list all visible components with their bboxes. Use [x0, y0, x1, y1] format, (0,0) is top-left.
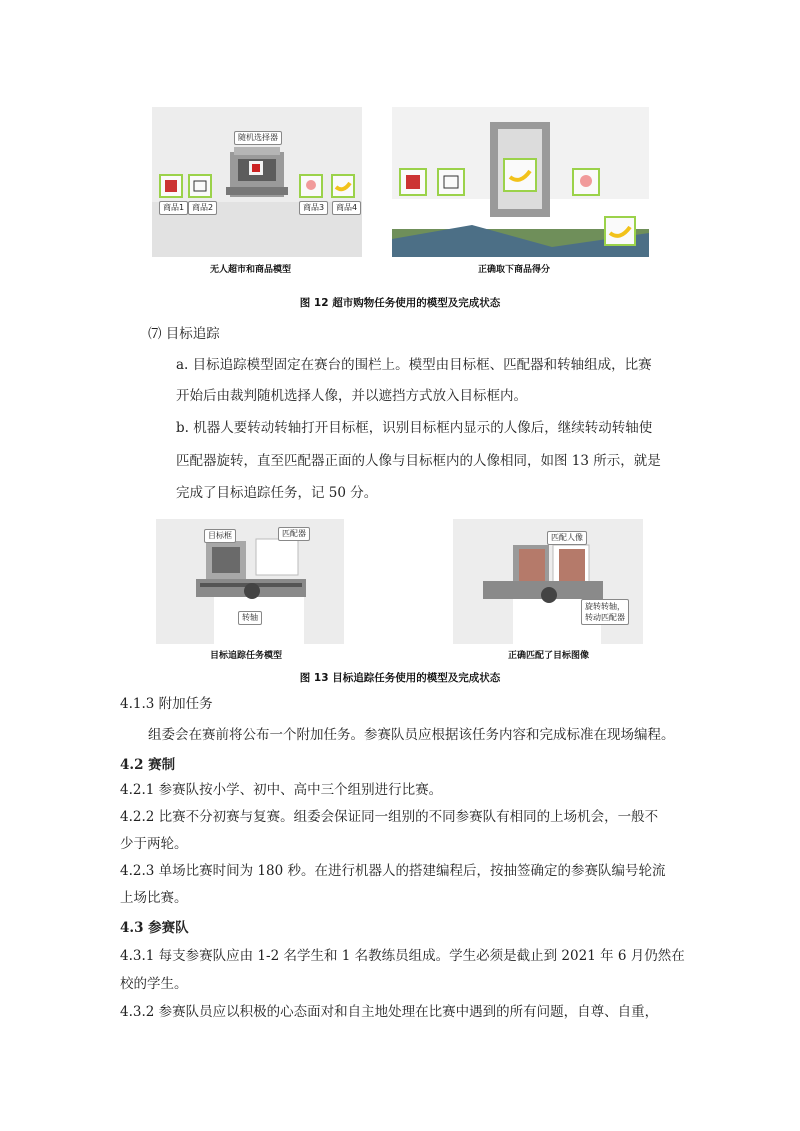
figure-13-caption: 图 13 目标追踪任务使用的模型及完成状态	[299, 672, 501, 684]
shaft-callout: 转轴	[238, 611, 262, 625]
rule-4-2-1: 4.2.1 参赛队按小学、初中、高中三个组别进行比赛。	[120, 782, 443, 798]
section-4-1-3-body: 组委会在赛前将公布一个附加任务。参赛队员应根据该任务内容和完成标准在现场编程。	[148, 727, 675, 743]
supermarket-model-illustration	[152, 107, 362, 257]
target-frame-callout: 目标框	[204, 529, 236, 543]
random-selector-callout: 随机选择器	[234, 131, 282, 145]
rule-4-2-3-line-1: 4.2.3 单场比赛时间为 180 秒。在进行机器人的搭建编程后，按抽签确定的参赛队编号轮流	[120, 863, 666, 879]
item-a-line-2: 开始后由裁判随机选择人像，并以遮挡方式放入目标框内。	[176, 388, 527, 404]
figure-12-caption: 图 12 超市购物任务使用的模型及完成状态	[299, 297, 501, 309]
supermarket-model-photo	[152, 107, 362, 257]
rotate-shaft-callout	[581, 599, 629, 625]
goods-label-1: 商品1	[159, 201, 188, 215]
section-4-3-heading: 4.3 参赛队	[120, 920, 189, 936]
goods-taken-illustration	[392, 107, 649, 257]
section-4-1-3-heading: 4.1.3 附加任务	[120, 696, 213, 712]
goods-label-3: 商品3	[299, 201, 328, 215]
tracking-model-photo	[156, 519, 344, 644]
rule-4-3-1-line-2: 校的学生。	[120, 976, 188, 992]
matched-image-photo	[453, 519, 643, 644]
item-b-line-2: 匹配器旋转，直至匹配器正面的人像与目标框内的人像相同，如图 13 所示，就是	[176, 453, 661, 469]
item-b-line-3: 完成了目标追踪任务，记 50 分。	[176, 485, 378, 501]
rule-4-3-1-line-1: 4.3.1 每支参赛队应由 1-2 名学生和 1 名教练员组成。学生必须是截止到 2021 年 6 月仍然在	[120, 948, 685, 964]
section-4-2-heading: 4.2 赛制	[120, 757, 176, 773]
matched-portrait-callout: 匹配人像	[547, 531, 587, 545]
tracking-model-sublabel: 目标追踪任务模型	[210, 651, 283, 661]
item-b-line-1: b. 机器人要转动转轴打开目标框，识别目标框内显示的人像后，继续转动转轴使	[176, 420, 653, 436]
matcher-callout: 匹配器	[278, 527, 310, 541]
supermarket-model-sublabel: 无人超市和商品模型	[210, 265, 292, 275]
rule-4-2-3-line-2: 上场比赛。	[120, 890, 188, 906]
matched-image-sublabel: 正确匹配了目标图像	[508, 651, 590, 661]
rotate-shaft-line-1: 旋转转轴，	[585, 602, 625, 611]
rule-4-3-2: 4.3.2 参赛队员应以积极的心态面对和自主地处理在比赛中遇到的所有问题，自尊、自重，	[120, 1004, 659, 1020]
goods-taken-sublabel: 正确取下商品得分	[478, 265, 551, 275]
goods-label-2: 商品2	[188, 201, 217, 215]
goods-taken-photo	[392, 107, 649, 257]
tracking-model-illustration	[156, 519, 344, 644]
section-7-title: ⑺ 目标追踪	[148, 326, 220, 342]
rule-4-2-2-line-2: 少于两轮。	[120, 836, 188, 852]
item-a-line-1: a. 目标追踪模型固定在赛台的围栏上。模型由目标框、匹配器和转轴组成，比赛	[176, 357, 652, 373]
rotate-shaft-line-2: 转动匹配器	[585, 613, 625, 622]
goods-label-4: 商品4	[332, 201, 361, 215]
rule-4-2-2-line-1: 4.2.2 比赛不分初赛与复赛。组委会保证同一组别的不同参赛队有相同的上场机会，一般不	[120, 809, 659, 825]
